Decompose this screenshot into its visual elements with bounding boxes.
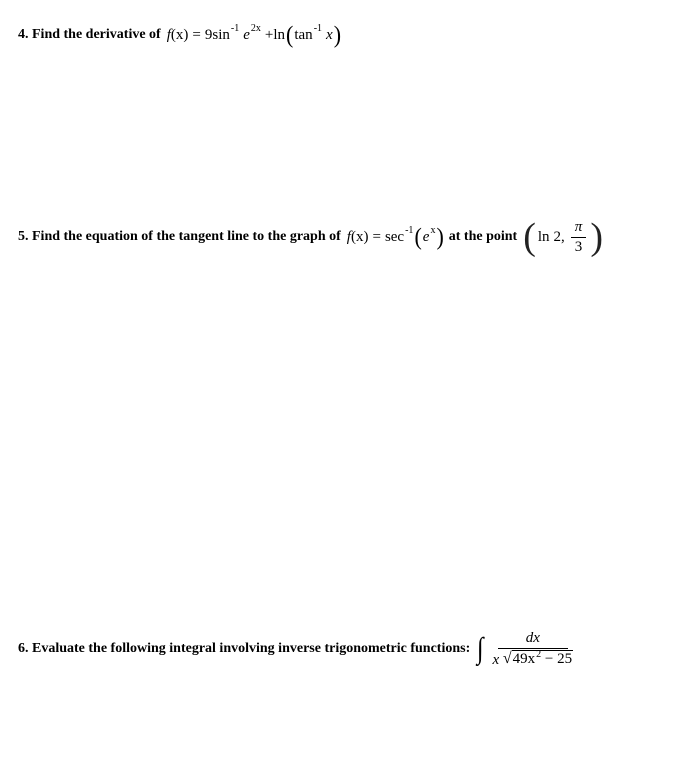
equals-sign: = xyxy=(192,26,201,43)
function-argument: (x) xyxy=(350,228,369,245)
inverse-superscript: -1 xyxy=(230,22,240,34)
coefficient: 9 xyxy=(204,26,213,43)
integral-expression xyxy=(476,630,579,668)
problem-5-expression xyxy=(346,222,445,251)
radicand-constant: − 25 xyxy=(544,650,573,667)
ln-function: ln xyxy=(273,26,286,43)
radicand-exponent: 2 xyxy=(536,648,542,660)
function-name: f xyxy=(346,228,351,245)
integrand-numerator: dx xyxy=(498,630,568,649)
sec-function: sec xyxy=(384,228,405,245)
ln-function: ln xyxy=(537,228,550,245)
e-base: e xyxy=(422,228,430,245)
radical-sign: √ xyxy=(502,650,512,668)
e-exponent: 2x xyxy=(250,22,261,34)
problem-6 xyxy=(18,630,579,668)
left-big-paren: ( xyxy=(523,216,536,258)
radicand-term: 49x xyxy=(512,650,536,667)
e-exponent: x xyxy=(430,224,436,236)
integral-sign: ∫ xyxy=(477,631,484,665)
point-expression xyxy=(521,218,605,256)
integrand-denominator xyxy=(488,649,577,668)
fraction-denominator: 3 xyxy=(574,238,583,255)
problem-4-label: 4. Find the derivative of xyxy=(18,27,161,42)
left-paren: ( xyxy=(286,20,294,49)
function-name: f xyxy=(166,26,171,43)
e-base: e xyxy=(243,26,250,43)
inverse-superscript-2: -1 xyxy=(313,22,323,34)
problem-5-label: 5. Find the equation of the tangent line to the graph of xyxy=(18,229,341,244)
problem-4 xyxy=(18,20,342,49)
right-paren: ) xyxy=(333,20,342,49)
right-paren: ) xyxy=(436,222,444,251)
plus-sign: + xyxy=(264,26,274,43)
square-root xyxy=(503,650,573,668)
integrand-fraction xyxy=(488,630,577,668)
problem-4-expression xyxy=(166,20,342,49)
equals-sign: = xyxy=(372,228,381,245)
inverse-superscript: -1 xyxy=(405,224,414,236)
fraction-numerator: π xyxy=(571,219,587,238)
tan-argument: x xyxy=(326,26,333,43)
problem-5 xyxy=(18,218,605,256)
right-big-paren: ) xyxy=(590,216,603,258)
left-paren: ( xyxy=(414,222,422,251)
radicand xyxy=(512,650,573,668)
point-text: at the point xyxy=(448,229,518,244)
denominator-x: x xyxy=(492,651,500,668)
tan-function: tan xyxy=(294,26,313,43)
point-x-value: 2, xyxy=(553,228,565,245)
problem-6-label: 6. Evaluate the following integral involving inverse trigonometric functions: xyxy=(18,640,471,656)
sin-function: sin xyxy=(212,26,230,43)
function-argument: (x) xyxy=(170,26,189,43)
pi-over-three xyxy=(571,219,587,255)
